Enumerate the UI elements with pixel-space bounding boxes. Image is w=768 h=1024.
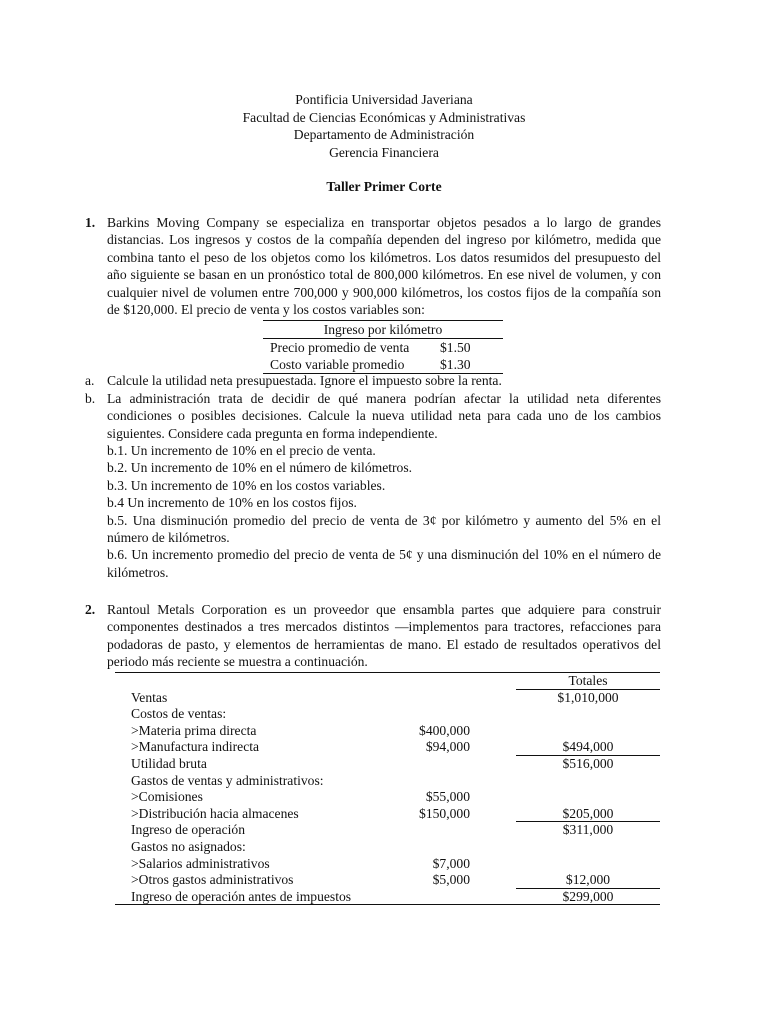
row-label: >Materia prima directa [131,722,257,738]
problem-2-number: 2. [85,602,96,617]
row-label: Ingreso de operación antes de impuestos [131,888,352,904]
row-label: >Comisiones [131,789,203,805]
row-total: $1,010,000 [557,689,619,705]
problem-1-line: año siguiente se basan en un pronóstico total de 800,000 kilómetros. En ese nivel de volumen, y con [107,267,661,283]
table-row [115,739,660,756]
row-amount: $7,000 [432,855,470,871]
table-row [115,773,660,790]
document-title: Taller Primer Corte [326,179,442,194]
problem-2-line: componentes destinados a tres mercados distintos —implementos para tractores, refacciones para [107,619,661,635]
table-row [115,872,660,889]
subtotal-rule [516,755,660,756]
table-row [115,706,660,723]
question-a-line: Calcule la utilidad neta presupuestada. Ignore el impuesto sobre la renta. [107,373,502,388]
institution-header [0,91,768,161]
row-total: $494,000 [562,739,614,755]
row-label: Precio promedio de venta [270,340,410,355]
table-row [115,756,660,773]
sub-question: b.4 Un incremento de 10% en los costos fijos. [107,495,357,511]
row-label: >Salarios administrativos [131,855,270,871]
problem-1-number: 1. [85,215,96,230]
sub-question: b.3. Un incremento de 10% en los costos variables. [107,477,386,493]
row-label: Gastos no asignados: [131,838,246,854]
row-label: Ingreso de operación [131,822,245,838]
question-b-line: siguientes. Considere cada pregunta en forma independiente. [107,425,438,441]
problem-1-line: cualquier nivel de volumen entre 700,000 y 900,000 kilómetros, los costos fijos de la compañía son [107,284,661,300]
row-label: Gastos de ventas y administrativos: [131,772,324,788]
problem-2-line: podadoras de pasto, y elementos de herramientas de mano. El estado de resultados operativos del [107,636,661,652]
question-b-line: condiciones o posibles decisiones. Calcule la nueva utilidad neta para cada uno de los cambios [107,408,661,424]
table-row [115,723,660,740]
subtotal-rule [516,821,660,822]
table-row [115,856,660,873]
question-a-letter: a. [85,373,95,388]
problem-2-line: Rantoul Metals Corporation es un proveedor que ensambla partes que adquiere para construir [107,602,661,617]
problem-1-line: Barkins Moving Company se especializa en transportar objetos pesados a lo largo de grandes [107,215,661,230]
row-amount: $5,000 [432,872,470,888]
question-b-letter: b. [85,391,96,406]
row-label: Ventas [131,689,168,705]
income-statement-table [115,672,660,905]
question-a-text [107,372,661,389]
sub-question: b.6. Un incremento promedio del precio de venta de 5¢ y una disminución del 10% en el número de [107,547,661,563]
problem-2-line: periodo más reciente se muestra a continuación. [107,654,368,670]
row-total: $516,000 [562,755,614,771]
sub-question: número de kilómetros. [107,529,230,545]
table-bottom-rule [115,904,660,905]
question-b-line: La administración trata de decidir de qué manera podrían afectar la utilidad neta diferentes [107,391,661,406]
row-total: $12,000 [565,872,611,888]
table-row [115,889,660,906]
sub-question: b.1. Un incremento de 10% en el precio de venta. [107,443,376,458]
row-value: $1.50 [440,340,471,355]
faculty-name: Facultad de Ciencias Económicas y Administrativas [242,109,526,125]
problem-2-statement [107,601,661,671]
row-value: $1.30 [440,357,471,372]
sub-question: b.5. Una disminución promedio del precio de venta de 3¢ por kilómetro y aumento del 5% en el [107,512,661,528]
table-row [115,806,660,823]
row-amount: $55,000 [425,789,470,805]
row-amount: $150,000 [419,805,470,821]
department-name: Departamento de Administración [293,127,475,143]
problem-1-line: distancias. Los ingresos y costos de la compañía dependen del ingreso por kilómetro, medida que [107,232,661,248]
problem-1-line: combina tanto el peso de los objetos como los kilómetros. Los datos resumidos del presupuesto del [107,249,661,265]
row-total: $205,000 [562,805,614,821]
subtotal-rule [516,888,660,889]
sub-question: kilómetros. [107,564,169,580]
row-label: Costo variable promedio [270,357,405,372]
totals-header: Totales [568,673,608,688]
row-label: >Otros gastos administrativos [131,872,294,888]
table-row [115,789,660,806]
table-row [263,339,503,356]
row-amount: $94,000 [425,739,470,755]
problem-1-line: de $120,000. El precio de venta y los costos variables son: [107,301,425,317]
row-amount: $400,000 [419,722,470,738]
row-label: >Manufactura indirecta [131,739,260,755]
university-name: Pontificia Universidad Javeriana [295,92,473,107]
table-row [115,839,660,856]
totals-header-rule [516,689,660,690]
question-b-text [107,390,661,442]
row-total: $299,000 [562,888,614,904]
row-label: >Distribución hacia almacenes [131,805,299,821]
row-label: Utilidad bruta [131,755,207,771]
problem-1-statement [107,214,661,318]
row-total: $311,000 [562,822,614,838]
course-name: Gerencia Financiera [329,144,439,160]
table-row [115,690,660,707]
row-label: Costos de ventas: [131,706,227,722]
totals-header-row [115,673,660,690]
sub-questions [107,442,661,581]
sub-question: b.2. Un incremento de 10% en el número de kilómetros. [107,460,413,476]
price-cost-table-header: Ingreso por kilómetro [263,320,503,339]
table-row [115,822,660,839]
price-cost-table [263,320,503,374]
